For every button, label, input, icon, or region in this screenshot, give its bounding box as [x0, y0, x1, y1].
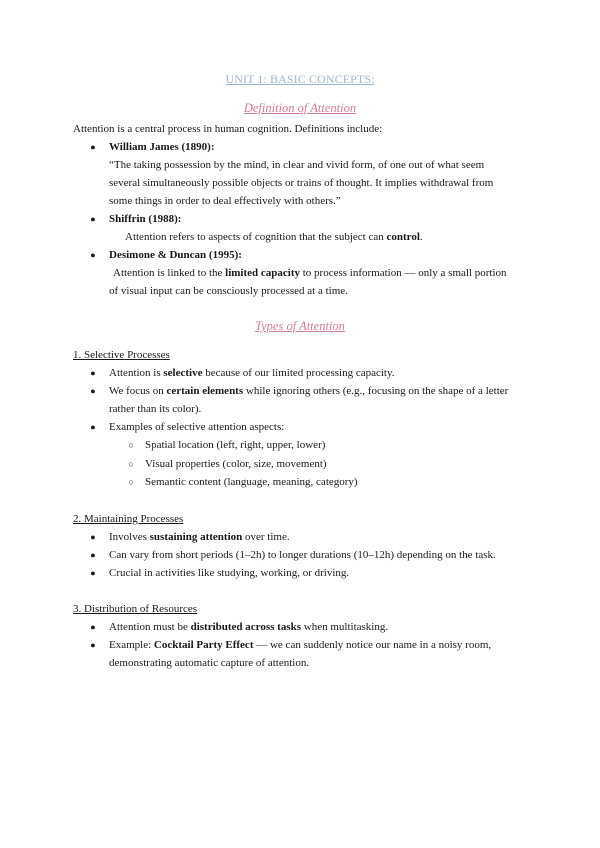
distribution-bullet-2: Example: Cocktail Party Effect — we can suddenly notice our name in a noisy room, [109, 639, 492, 651]
selective-bullet-3: Examples of selective attention aspects: [109, 421, 285, 433]
james-quote-line2: several simultaneously possible objects or trains of thought. It implies withdrawal from [109, 177, 494, 189]
maintaining-bullet-1: Involves sustaining attention over time. [109, 531, 290, 543]
bullet-icon: ● [90, 568, 96, 578]
bullet-icon: ● [90, 550, 96, 560]
distribution-title: 3. Distribution of Resources [73, 603, 198, 615]
distribution-bullet-1: Attention must be distributed across tasks when multitasking. [109, 621, 389, 633]
shiffrin-name: Shiffrin (1988): [109, 213, 182, 225]
bullet-icon: ● [90, 214, 96, 224]
desimone-name: Desimone & Duncan (1995): [109, 249, 242, 261]
definition-intro: Attention is a central process in human cognition. Definitions include: [73, 123, 383, 135]
bullet-icon: ● [90, 622, 96, 632]
selective-bullet-1: Attention is selective because of our limited processing capacity. [109, 367, 395, 379]
circle-bullet-icon: ○ [128, 459, 134, 469]
desimone-text-line1: Attention is linked to the limited capacity to process information — only a small portion [113, 267, 507, 279]
bullet-icon: ● [90, 640, 96, 650]
james-name: William James (1890): [109, 141, 215, 153]
unit-title: UNIT 1: BASIC CONCEPTS: [225, 72, 375, 86]
maintaining-title: 2. Maintaining Processes [73, 513, 184, 525]
desimone-text-line2: of visual input can be consciously processed at a time. [109, 285, 348, 297]
selective-title: 1. Selective Processes [73, 349, 170, 361]
bullet-icon: ● [90, 422, 96, 432]
selective-sub-2: Visual properties (color, size, movement) [145, 458, 327, 470]
distribution-bullet-2-line2: demonstrating automatic capture of attention. [109, 657, 310, 669]
selective-sub-3: Semantic content (language, meaning, category) [145, 476, 358, 488]
james-quote-line1: “The taking possession by the mind, in clear and vivid form, of one out of what seem [109, 159, 485, 171]
circle-bullet-icon: ○ [128, 477, 134, 487]
types-heading: Types of Attention [255, 319, 345, 333]
bullet-icon: ● [90, 368, 96, 378]
maintaining-bullet-3: Crucial in activities like studying, working, or driving. [109, 567, 350, 579]
definition-heading: Definition of Attention [243, 101, 357, 115]
circle-bullet-icon: ○ [128, 440, 134, 450]
bullet-icon: ● [90, 386, 96, 396]
bullet-icon: ● [90, 532, 96, 542]
bullet-icon: ● [90, 142, 96, 152]
shiffrin-text: Attention refers to aspects of cognition that the subject can control. [125, 231, 423, 243]
bullet-icon: ● [90, 250, 96, 260]
maintaining-bullet-2: Can vary from short periods (1–2h) to longer durations (10–12h) depending on the task. [109, 549, 496, 561]
selective-sub-1: Spatial location (left, right, upper, lower) [145, 439, 326, 451]
james-quote-line3: some things in order to deal effectively with others.” [109, 195, 341, 207]
selective-bullet-2: We focus on certain elements while ignoring others (e.g., focusing on the shape of a letter [109, 385, 509, 397]
selective-bullet-2-line2: rather than its color). [109, 403, 202, 415]
